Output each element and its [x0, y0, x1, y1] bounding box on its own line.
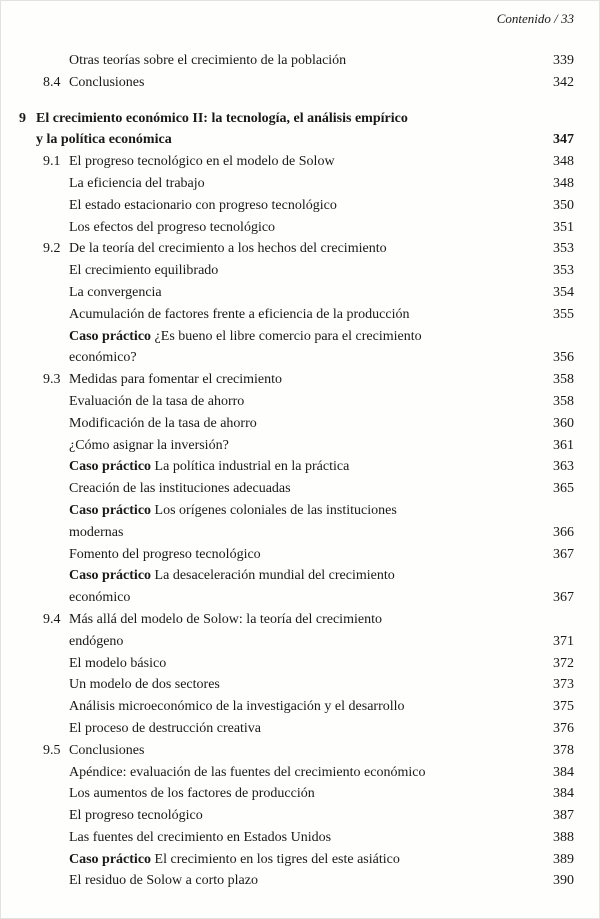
- entry-title: Acumulación de factores frente a eficiencia de la producción: [69, 306, 410, 322]
- entry-number: 9.4: [43, 611, 61, 627]
- entry-page-number: 390: [553, 873, 574, 889]
- entry-title: De la teoría del crecimiento a los hechos del crecimiento: [69, 241, 387, 257]
- toc-entry-line: [19, 217, 574, 239]
- entry-page-number: 384: [553, 786, 574, 802]
- entry-page-number: 339: [553, 53, 574, 68]
- toc-entry-line: [19, 391, 574, 413]
- entry-title: El proceso de destrucción creativa: [69, 720, 262, 736]
- toc-entry: [19, 718, 574, 740]
- toc-entry-line: [19, 587, 574, 609]
- toc-entry: [19, 304, 574, 326]
- toc-entry-line: [19, 500, 574, 522]
- toc-entry-line: [19, 260, 574, 282]
- entry-page-number: 388: [553, 829, 574, 845]
- entry-page-number: 367: [553, 546, 574, 562]
- entry-title: Análisis microeconómico de la investigación y el desarrollo: [69, 699, 405, 715]
- toc-entry: [19, 565, 574, 609]
- entry-page-number: 371: [553, 633, 574, 649]
- toc-entry: [19, 260, 574, 282]
- entry-title: Más allá del modelo de Solow: la teoría del crecimiento: [69, 611, 382, 627]
- entry-page-number: 360: [553, 415, 574, 431]
- toc-entry: [19, 50, 574, 72]
- entry-page-number: 353: [553, 241, 574, 257]
- entry-title: Evaluación de la tasa de ahorro: [69, 393, 245, 409]
- toc-entry-line: [19, 631, 574, 653]
- toc-entry-line: [19, 653, 574, 675]
- toc-entry: [19, 369, 574, 391]
- entry-title: Otras teorías sobre el crecimiento de la población: [69, 53, 347, 68]
- entry-page-number: 355: [553, 306, 574, 322]
- entry-page-number: 350: [553, 197, 574, 213]
- entry-page-number: 358: [553, 372, 574, 388]
- toc-entry-line: [19, 805, 574, 827]
- toc-entry-line: [19, 740, 574, 762]
- toc-entry-line: [19, 108, 574, 130]
- toc-entry-line: [19, 478, 574, 500]
- running-head: Contenido / 33: [496, 11, 574, 26]
- toc-entry: [19, 696, 574, 718]
- toc-entry: [19, 217, 574, 239]
- toc-entry-line: [19, 50, 574, 72]
- toc-entry-line: [19, 565, 574, 587]
- toc-entry: [19, 195, 574, 217]
- entry-page-number: 353: [553, 263, 574, 279]
- toc-entry-line: [19, 195, 574, 217]
- entry-title: El crecimiento equilibrado: [69, 263, 219, 279]
- entry-page-number: 389: [553, 851, 574, 867]
- entry-title: endógeno: [69, 633, 124, 649]
- toc-entry-line: [19, 151, 574, 173]
- toc-entry-line: [19, 435, 574, 457]
- toc-entry-line: [19, 72, 574, 94]
- toc-entry-line: [19, 347, 574, 369]
- toc-entry: [19, 413, 574, 435]
- entry-page-number: 372: [553, 655, 574, 671]
- entry-page-number: 365: [553, 481, 574, 497]
- case-study-prefix: Caso práctico: [69, 328, 155, 344]
- entry-title: Las fuentes del crecimiento en Estados Unidos: [69, 829, 332, 845]
- entry-title: Caso práctico ¿Es bueno el libre comercio para el crecimiento: [69, 328, 422, 344]
- toc-entry-line: [19, 849, 574, 871]
- toc-entry: [19, 849, 574, 871]
- toc-entry: [19, 762, 574, 784]
- entry-title: modernas: [69, 524, 124, 540]
- toc-entry: [19, 805, 574, 827]
- toc-entry: [19, 478, 574, 500]
- case-study-prefix: Caso práctico: [69, 502, 155, 518]
- toc-entry: [19, 151, 574, 173]
- entry-title: Fomento del progreso tecnológico: [69, 546, 261, 562]
- toc-entry-line: [19, 369, 574, 391]
- toc-entry: [19, 544, 574, 566]
- toc-entry: [19, 870, 574, 892]
- entry-page-number: 356: [553, 350, 574, 366]
- toc-entry: [19, 740, 574, 762]
- entry-title: Los aumentos de los factores de producción: [69, 786, 315, 802]
- entry-page-number: 361: [553, 437, 574, 453]
- entry-page-number: 351: [553, 219, 574, 235]
- entry-page-number: 348: [553, 154, 574, 170]
- toc-entry: [19, 391, 574, 413]
- toc-entry: [19, 72, 574, 94]
- toc-entry-line: [19, 413, 574, 435]
- entry-title: El modelo básico: [69, 655, 167, 671]
- toc-entry: [19, 282, 574, 304]
- entry-page-number: 347: [553, 132, 574, 148]
- case-study-prefix: Caso práctico: [69, 851, 155, 867]
- entry-page-number: 387: [553, 808, 574, 824]
- toc-entry: [19, 653, 574, 675]
- entry-title: económico?: [69, 350, 137, 366]
- toc-entry-line: [19, 304, 574, 326]
- toc-entry-line: [19, 326, 574, 348]
- toc-entry: [19, 108, 574, 152]
- toc-entry-line: [19, 544, 574, 566]
- entry-number: 9.3: [43, 372, 61, 388]
- entry-title: Apéndice: evaluación de las fuentes del crecimiento económico: [69, 764, 426, 780]
- toc-entry: [19, 435, 574, 457]
- entry-page-number: 367: [553, 590, 574, 606]
- entry-title: La convergencia: [69, 284, 162, 300]
- entry-number: 9.5: [43, 742, 61, 758]
- toc-entry-line: [19, 456, 574, 478]
- entry-page-number: 363: [553, 459, 574, 475]
- entry-title: Medidas para fomentar el crecimiento: [69, 372, 283, 388]
- entry-title: Los efectos del progreso tecnológico: [69, 219, 276, 235]
- toc-entry-line: [19, 609, 574, 631]
- entry-title: El residuo de Solow a corto plazo: [69, 873, 258, 889]
- entry-page-number: 348: [553, 175, 574, 191]
- toc-entry: [19, 173, 574, 195]
- entry-title: El progreso tecnológico en el modelo de Solow: [69, 154, 335, 170]
- entry-number: 9: [19, 110, 26, 126]
- entry-title: económico: [69, 590, 131, 606]
- entry-title: El estado estacionario con progreso tecnológico: [69, 197, 337, 213]
- entry-page-number: 384: [553, 764, 574, 780]
- toc-entry-line: [19, 827, 574, 849]
- entry-page-number: 376: [553, 720, 574, 736]
- entry-title: Creación de las instituciones adecuadas: [69, 481, 291, 497]
- toc-entry-line: [19, 696, 574, 718]
- entry-number: 8.4: [43, 74, 61, 90]
- toc-entry-line: [19, 674, 574, 696]
- toc-entry-line: [19, 783, 574, 805]
- entry-title: ¿Cómo asignar la inversión?: [69, 437, 229, 453]
- toc-entry-line: [19, 173, 574, 195]
- toc-entry: [19, 783, 574, 805]
- entry-title: El crecimiento económico II: la tecnología, el análisis empírico: [36, 110, 408, 126]
- entry-title: Caso práctico La desaceleración mundial del crecimiento: [69, 568, 395, 584]
- toc-list: [19, 50, 574, 892]
- entry-title: Un modelo de dos sectores: [69, 677, 220, 693]
- toc-entry: [19, 827, 574, 849]
- entry-number: 9.2: [43, 241, 61, 257]
- toc-entry-line: [19, 238, 574, 260]
- entry-page-number: 354: [553, 284, 574, 300]
- toc-entry-line: [19, 129, 574, 151]
- toc-entry: [19, 456, 574, 478]
- entry-page-number: 366: [553, 524, 574, 540]
- entry-page-number: 373: [553, 677, 574, 693]
- toc-entry-line: [19, 282, 574, 304]
- entry-title: Caso práctico La política industrial en la práctica: [69, 459, 350, 475]
- entry-page-number: 358: [553, 393, 574, 409]
- toc-entry: [19, 500, 574, 544]
- entry-page-number: 378: [553, 742, 574, 758]
- toc-entry: [19, 326, 574, 370]
- entry-title: Caso práctico Los orígenes coloniales de las instituciones: [69, 502, 397, 518]
- entry-title: Caso práctico El crecimiento en los tigres del este asiático: [69, 851, 400, 867]
- entry-title: El progreso tecnológico: [69, 808, 203, 824]
- toc-entry: [19, 609, 574, 653]
- toc-entry-line: [19, 762, 574, 784]
- entry-page-number: 375: [553, 699, 574, 715]
- case-study-prefix: Caso práctico: [69, 568, 155, 584]
- toc-entry: [19, 238, 574, 260]
- entry-page-number: 342: [553, 74, 574, 90]
- toc-entry-line: [19, 870, 574, 892]
- entry-title: Conclusiones: [69, 74, 145, 90]
- toc-entry: [19, 674, 574, 696]
- toc-entry-line: [19, 522, 574, 544]
- entry-title: Modificación de la tasa de ahorro: [69, 415, 257, 431]
- entry-number: 9.1: [43, 154, 61, 170]
- entry-title: y la política económica: [36, 132, 172, 148]
- entry-title: Conclusiones: [69, 742, 145, 758]
- toc-entry-line: [19, 718, 574, 740]
- entry-title: La eficiencia del trabajo: [69, 175, 205, 191]
- case-study-prefix: Caso práctico: [69, 459, 155, 475]
